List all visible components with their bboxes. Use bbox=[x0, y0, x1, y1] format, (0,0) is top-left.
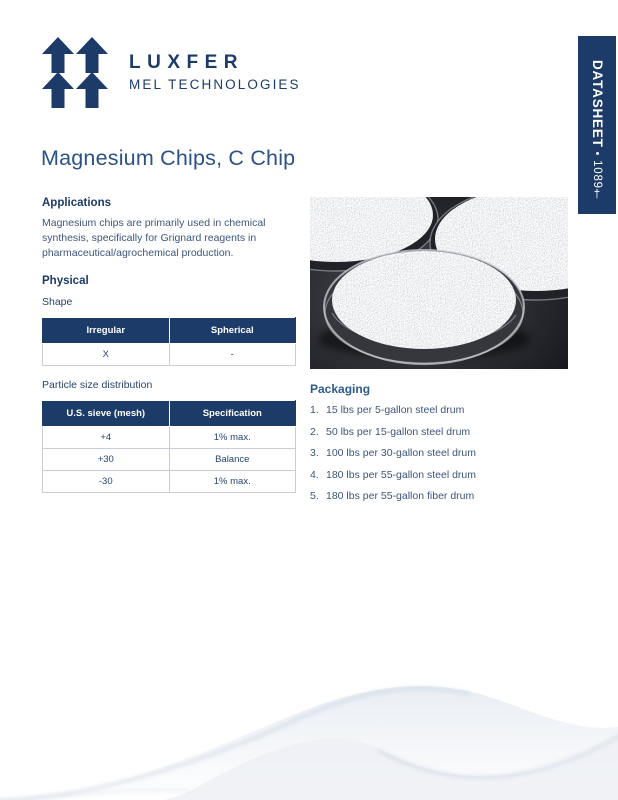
packaging-heading: Packaging bbox=[310, 382, 371, 396]
list-item bbox=[310, 491, 578, 502]
table-row bbox=[43, 449, 296, 471]
list-item bbox=[310, 427, 578, 438]
table-row bbox=[43, 471, 296, 493]
list-text: 180 lbs per 55-gallon steel drum bbox=[326, 468, 477, 481]
list-number: 3. bbox=[310, 447, 319, 459]
particle-table-header-row bbox=[43, 401, 296, 427]
brand-wordmark bbox=[129, 53, 301, 92]
page-title: Magnesium Chips, C Chip bbox=[41, 146, 296, 170]
list-number: 2. bbox=[310, 425, 319, 438]
list-item bbox=[310, 448, 578, 459]
particle-cell: -30 bbox=[43, 471, 170, 493]
datasheet-number-tab bbox=[578, 36, 616, 214]
product-photo bbox=[310, 197, 568, 369]
applications-body: Magnesium chips are primarily used in chemical synthesis, specifically for Grignard reagents in pharmaceutical/agrochemical production. bbox=[42, 217, 266, 260]
datasheet-tab-text bbox=[588, 60, 606, 202]
list-number: 4. bbox=[310, 468, 319, 481]
packaging-list bbox=[310, 405, 578, 502]
particle-cell: +4 bbox=[43, 427, 170, 449]
particle-cell: +30 bbox=[43, 449, 170, 471]
datasheet-label: DATASHEET bbox=[590, 60, 605, 148]
list-text: 50 lbs per 15-gallon steel drum bbox=[326, 425, 471, 438]
applications-heading: Applications bbox=[42, 197, 112, 209]
particle-col-spec: Specification bbox=[169, 401, 296, 427]
shape-table bbox=[42, 317, 296, 366]
particle-size-table bbox=[42, 400, 296, 493]
luxfer-arrows-icon bbox=[42, 37, 108, 108]
list-item bbox=[310, 470, 578, 481]
shape-col-spherical: Spherical bbox=[169, 318, 296, 344]
list-text: 100 lbs per 30-gallon steel drum bbox=[326, 447, 477, 459]
shape-table-header-row bbox=[43, 318, 296, 344]
shape-col-irregular: Irregular bbox=[43, 318, 170, 344]
table-row bbox=[43, 344, 296, 366]
particle-cell: 1% max. bbox=[169, 427, 296, 449]
particle-size-label: Particle size distribution bbox=[42, 379, 153, 391]
particle-cell: 1% max. bbox=[169, 471, 296, 493]
shape-value-irregular: X bbox=[43, 344, 170, 366]
list-text: 15 lbs per 5-gallon steel drum bbox=[326, 404, 465, 416]
shape-label: Shape bbox=[42, 296, 73, 308]
particle-cell: Balance bbox=[169, 449, 296, 471]
datasheet-separator: • bbox=[591, 147, 603, 161]
physical-heading: Physical bbox=[42, 275, 89, 287]
shape-value-spherical: - bbox=[169, 344, 296, 366]
brand-name: LUXFER bbox=[129, 52, 244, 73]
wave-decoration bbox=[0, 678, 618, 800]
particle-col-sieve: U.S. sieve (mesh) bbox=[43, 401, 170, 427]
list-number: 1. bbox=[310, 404, 319, 416]
list-text: 180 lbs per 55-gallon fiber drum bbox=[326, 490, 475, 502]
list-number: 5. bbox=[310, 490, 319, 502]
datasheet-number: 1089† bbox=[591, 160, 603, 202]
table-row bbox=[43, 427, 296, 449]
list-item bbox=[310, 405, 578, 416]
brand-subtitle: MEL TECHNOLOGIES bbox=[129, 77, 301, 92]
